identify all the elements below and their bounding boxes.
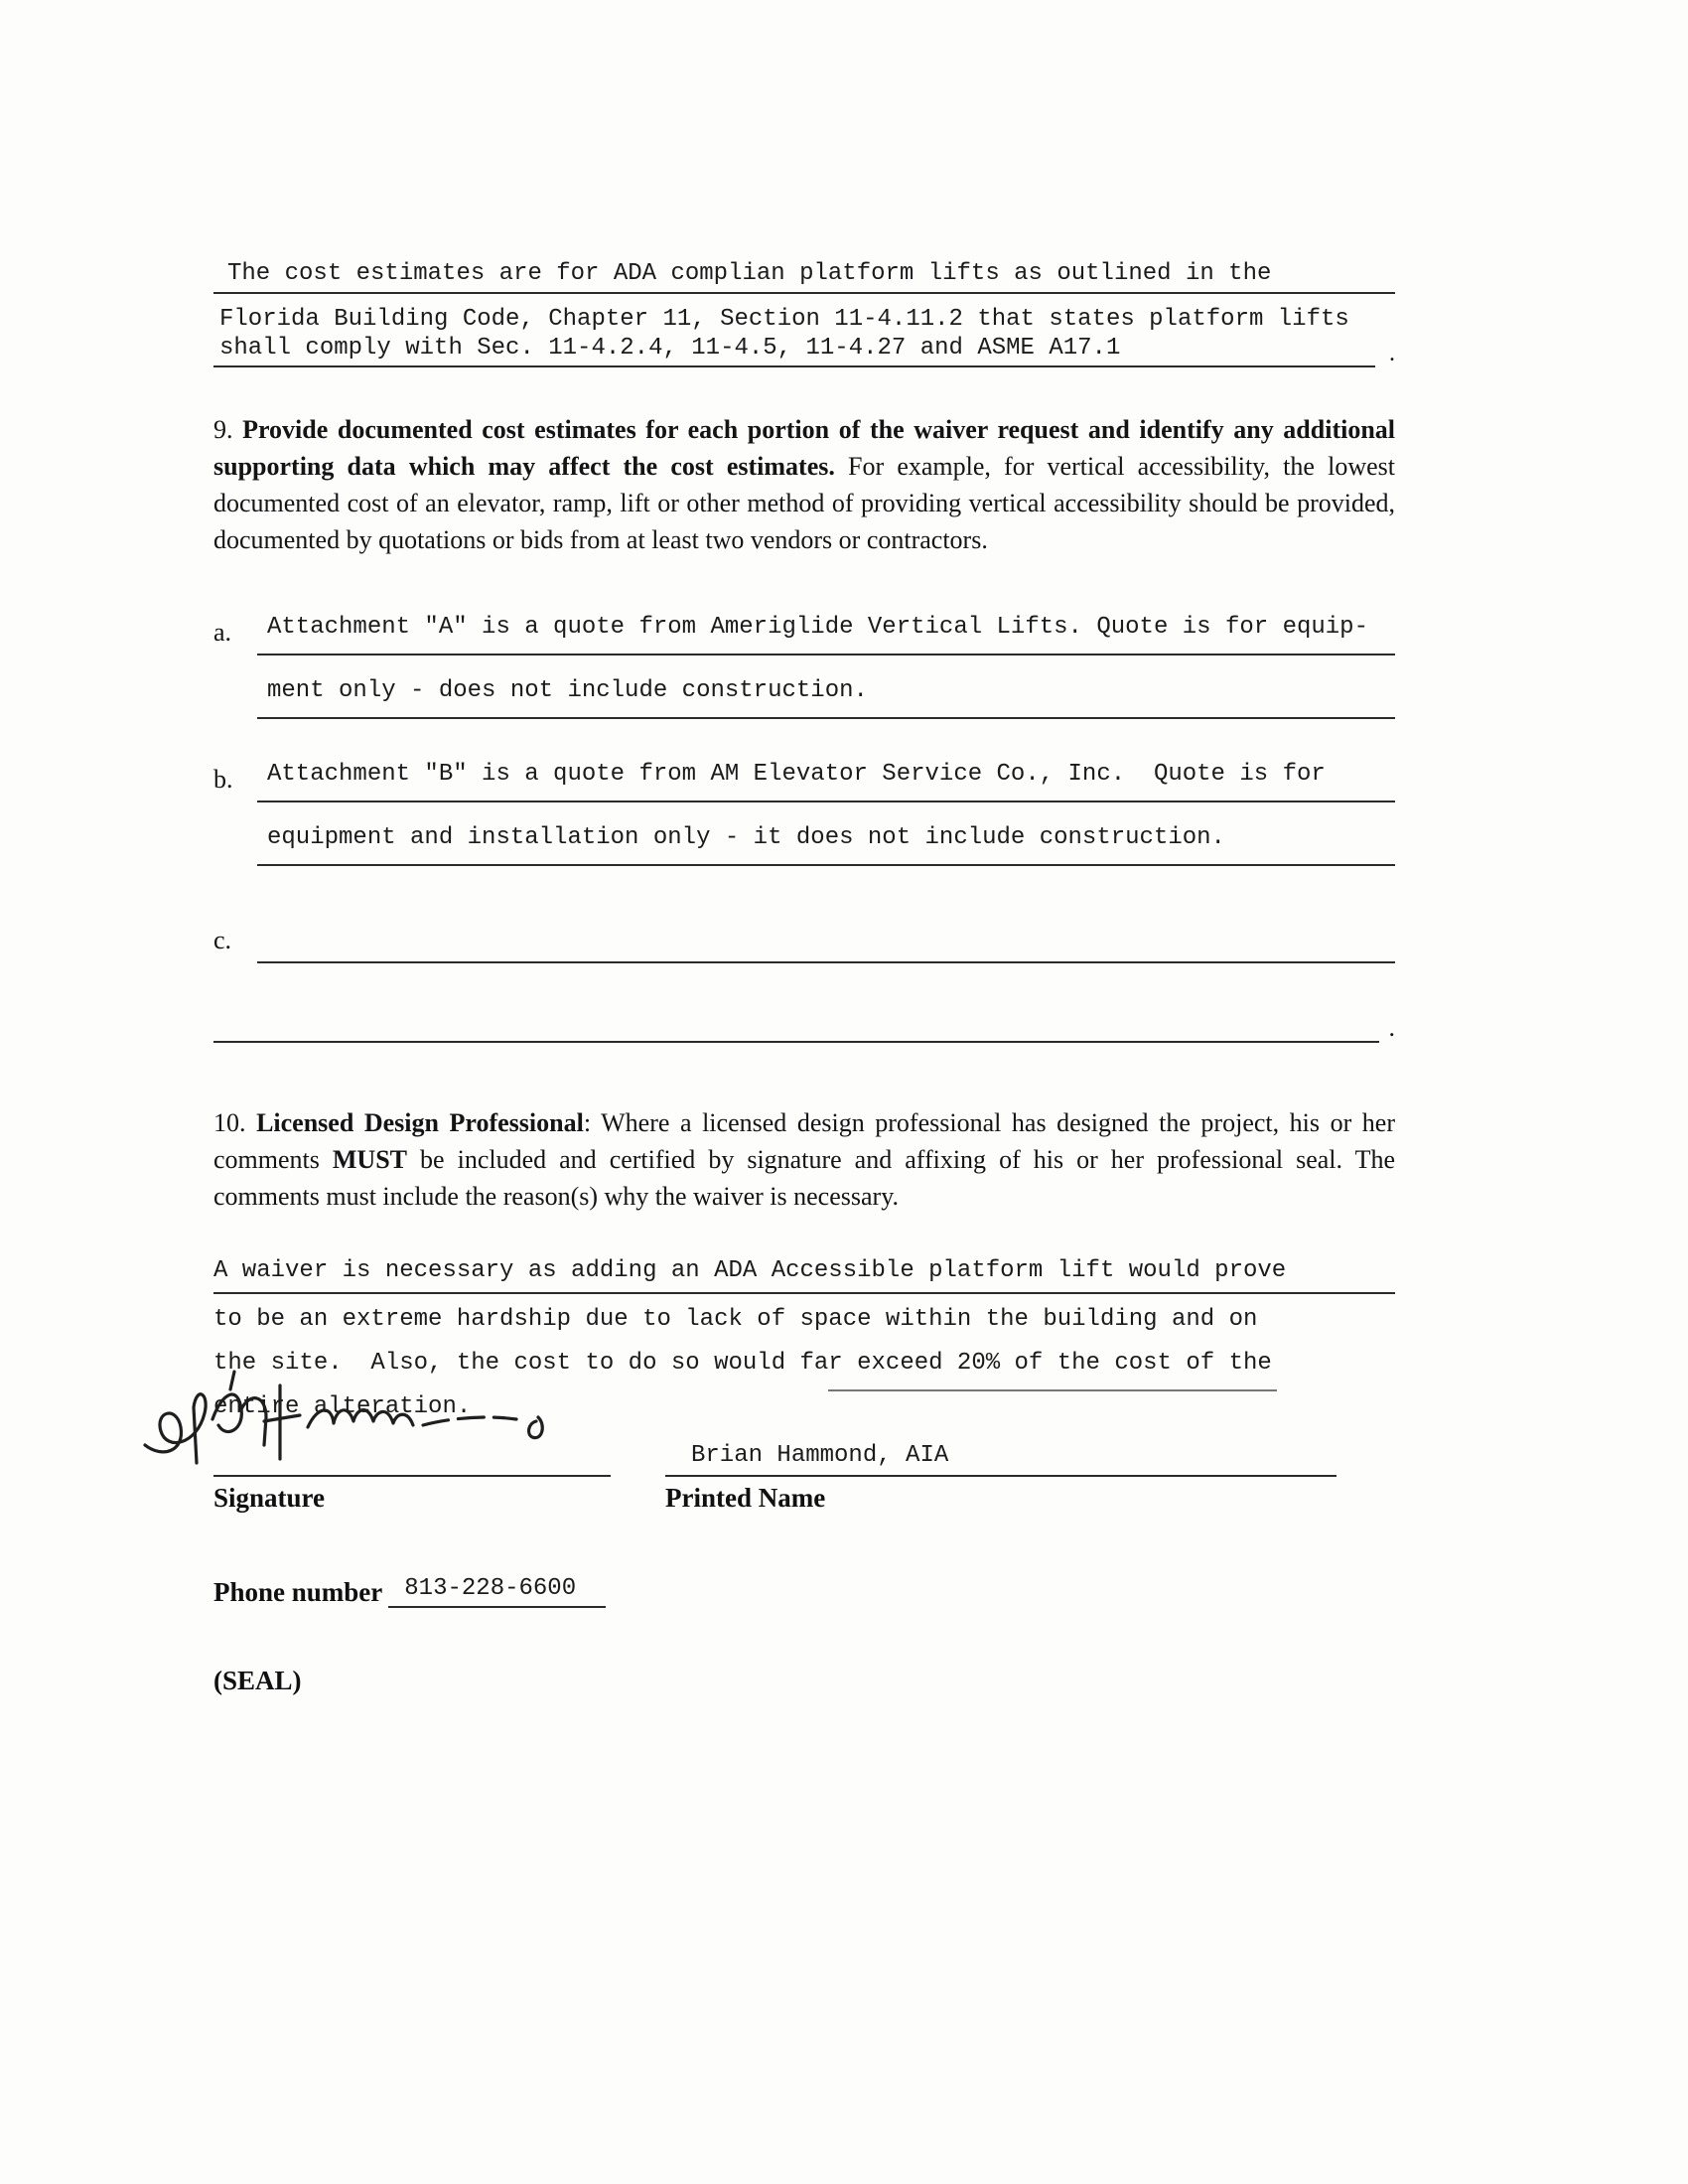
phone-label: Phone number	[213, 1577, 383, 1607]
entry-a	[213, 614, 1395, 719]
cost-estimate-note	[213, 260, 1395, 367]
signature-labels-row	[213, 1483, 1395, 1514]
note-line-3-text: shall comply with Sec. 11-4.2.4, 11-4.5, 11-4.27 and ASME A17.1	[213, 335, 1375, 367]
note-end-period: .	[1389, 341, 1395, 366]
printed-name-cell	[665, 1442, 1395, 1477]
form-content	[213, 260, 1395, 1696]
entry-a-line-1: Attachment "A" is a quote from Ameriglide Vertical Lifts. Quote is for equip-	[257, 614, 1395, 655]
entry-a-body	[257, 614, 1395, 719]
signature-label: Signature	[213, 1483, 326, 1513]
entry-c	[213, 922, 1395, 963]
item-9-normal-text: For example, for vertical accessibility, the lowest documented cost of an elevator, ramp, lift or other method of providing vertical accessibility should be provided, documented by quotations or bids from at least two vendors or contractors.	[213, 452, 1395, 554]
entry-b-body	[257, 761, 1395, 866]
entry-b-label: b.	[213, 765, 233, 794]
entry-c-line-1	[257, 922, 1395, 963]
comment-line-4: entire alteration.	[213, 1393, 472, 1420]
seal-label: (SEAL)	[213, 1666, 302, 1695]
design-professional-comments	[213, 1252, 1395, 1429]
phone-row	[213, 1575, 1395, 1608]
item-10-bold-title: Licensed Design Professional	[256, 1108, 584, 1137]
entry-c-line-2	[213, 1011, 1395, 1043]
entry-a-label: a.	[213, 618, 232, 647]
phone-value: 813-228-6600	[388, 1575, 606, 1608]
note-line-3	[213, 335, 1395, 367]
note-line-1: The cost estimates are for ADA complian platform lifts as outlined in the	[213, 260, 1395, 294]
comment-line-1: A waiver is necessary as adding an ADA Accessible platform lift would prove	[213, 1252, 1395, 1294]
entry-c-label: c.	[213, 926, 232, 954]
printed-name-value: Brian Hammond, AIA	[665, 1442, 1336, 1477]
entry-b-line-1: Attachment "B" is a quote from AM Elevator Service Co., Inc. Quote is for	[257, 761, 1395, 802]
signature-area	[213, 1435, 1395, 1477]
entry-c-end-period: .	[1388, 1013, 1395, 1042]
entry-c-line-2-rule	[213, 1011, 1379, 1043]
entry-b	[213, 761, 1395, 866]
signature-cell	[213, 1435, 665, 1477]
item-10-normal-1: : Where a licensed design professional has designed the project, his or her comments	[213, 1108, 1396, 1174]
printed-name-label: Printed Name	[665, 1483, 826, 1513]
entry-a-line-2: ment only - does not include construction.	[257, 677, 1395, 719]
item-9-paragraph	[213, 411, 1395, 558]
item-10-normal-2: be included and certified by signature and affixing of his or her professional seal. The comments must include the reason(s) why the waiver is necessary.	[213, 1145, 1395, 1211]
signature-rule	[213, 1435, 611, 1477]
entry-b-line-2: equipment and installation only - it does not include construction.	[257, 824, 1395, 866]
item-9-bold-text: Provide documented cost estimates for each portion of the waiver request and identify any additional supporting data which may affect the cost estimates.	[213, 415, 1396, 481]
item-10-paragraph	[213, 1104, 1395, 1215]
item-10-bold-must: MUST	[332, 1145, 408, 1174]
item-10-number: 10.	[213, 1108, 257, 1137]
scan-artifact-underline	[828, 1389, 1277, 1391]
entry-c-body	[257, 922, 1395, 963]
comment-line-2: to be an extreme hardship due to lack of space within the building and on	[213, 1306, 1258, 1333]
item-9-number: 9.	[213, 415, 243, 444]
note-line-2: Florida Building Code, Chapter 11, Section 11-4.11.2 that states platform lifts	[219, 306, 1349, 333]
comment-line-3: the site. Also, the cost to do so would far exceed 20% of the cost of the	[213, 1350, 1272, 1377]
